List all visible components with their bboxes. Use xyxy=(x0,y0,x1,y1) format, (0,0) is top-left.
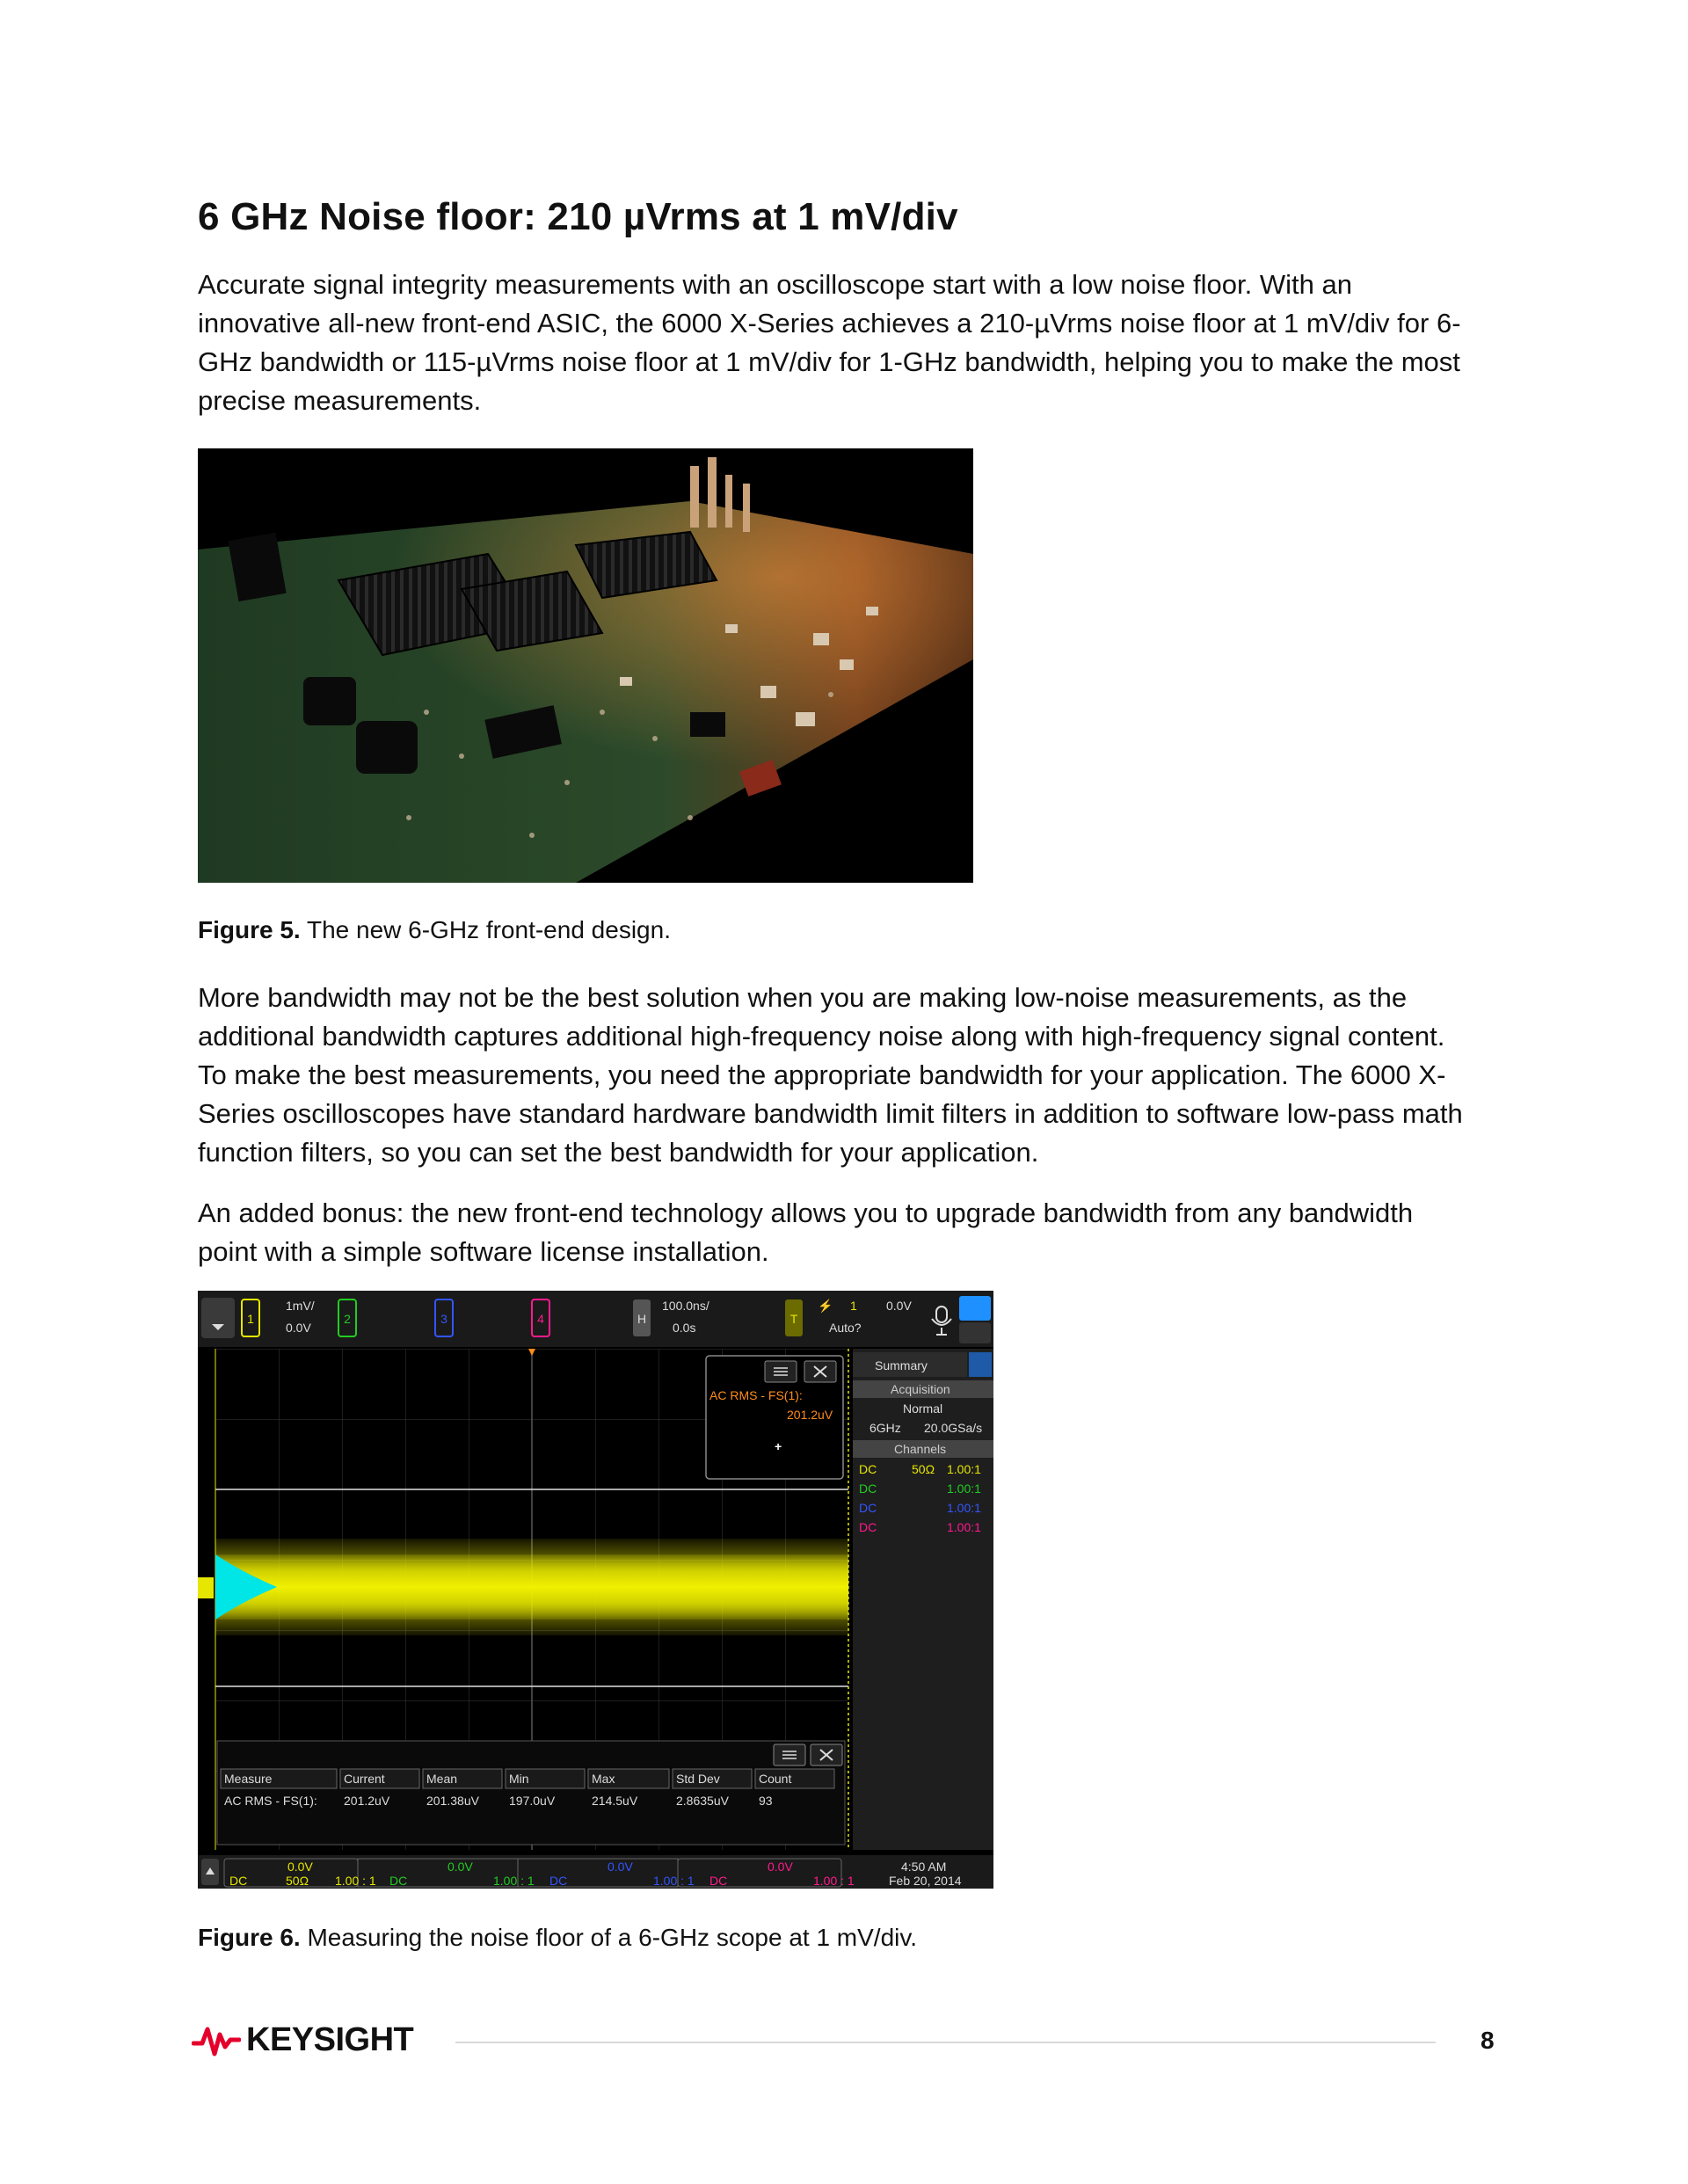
table-cell: 93 xyxy=(759,1794,773,1808)
figure-6-label: Figure 6. xyxy=(198,1924,301,1951)
horizontal-label: H xyxy=(637,1312,647,1326)
footer-divider xyxy=(455,2042,1436,2043)
channel-row-coupling: DC xyxy=(859,1520,877,1534)
front-end-board-photo xyxy=(198,448,973,883)
table-header-label: Max xyxy=(592,1772,615,1786)
table-cell: 214.5uV xyxy=(592,1794,638,1808)
ch3-bottom-ratio: 1.00 : 1 xyxy=(653,1874,695,1888)
figure-6-caption xyxy=(198,1924,917,1952)
ch1-ground-marker xyxy=(198,1577,214,1598)
sidebar-menu-icon[interactable] xyxy=(969,1352,992,1377)
channel-row-coupling: DC xyxy=(859,1501,877,1515)
keysight-wave-icon xyxy=(192,2022,241,2057)
intro-paragraph: Accurate signal integrity measurements with an oscilloscope start with a low noise floor. With an innovative all-new front-end ASIC, the 6000 X-Series achieves a 210-µVrms noise floor at 1 mV/div for 6-GHz bandwidth or 115-µVrms noise floor at 1 mV/div for 1-GHz bandwidth, helping you to make the most precise measurements. xyxy=(198,269,1461,416)
clock-date: Feb 20, 2014 xyxy=(889,1874,962,1888)
ch4-bottom-coupling: DC xyxy=(709,1874,728,1888)
table-cell: 201.2uV xyxy=(344,1794,390,1808)
acquisition-mode: Normal xyxy=(903,1401,943,1416)
ch1-scale: 1mV/ xyxy=(286,1299,315,1313)
table-cell: AC RMS - FS(1): xyxy=(224,1794,317,1808)
ch3-bottom-offset: 0.0V xyxy=(608,1860,633,1874)
channel-row-ratio: 1.00:1 xyxy=(947,1481,981,1496)
figure-6-text: Measuring the noise floor of a 6-GHz scope at 1 mV/div. xyxy=(307,1924,918,1951)
figure-5-text: The new 6-GHz front-end design. xyxy=(306,916,671,943)
figure-5-caption xyxy=(198,916,671,944)
trigger-edge-icon: ⚡ xyxy=(818,1299,833,1313)
table-header-label: Std Dev xyxy=(676,1772,720,1786)
trigger-source: 1 xyxy=(850,1299,857,1313)
channel-row-impedance: 50Ω xyxy=(912,1462,935,1476)
oscilloscope-screenshot xyxy=(198,1291,993,1889)
table-header-label: Count xyxy=(759,1772,792,1786)
overlay-measure-name: AC RMS - FS(1): xyxy=(709,1388,803,1402)
horizontal-scale: 100.0ns/ xyxy=(662,1299,709,1313)
ch4-bottom-ratio: 1.00 : 1 xyxy=(813,1874,855,1888)
page-number: 8 xyxy=(1481,2027,1495,2054)
horizontal-delay: 0.0s xyxy=(673,1321,696,1335)
ch4-number: 4 xyxy=(537,1312,544,1326)
acquisition-header: Acquisition xyxy=(891,1382,950,1396)
ch3-number: 3 xyxy=(440,1312,447,1326)
table-cell: 2.8635uV xyxy=(676,1794,729,1808)
figure-5-label: Figure 5. xyxy=(198,916,301,943)
menu-button[interactable] xyxy=(201,1298,235,1338)
table-header-label: Mean xyxy=(426,1772,458,1786)
trigger-mode: Auto? xyxy=(829,1321,862,1335)
table-header-label: Min xyxy=(509,1772,529,1786)
ch1-number: 1 xyxy=(247,1312,254,1326)
ch2-bottom-ratio: 1.00 : 1 xyxy=(493,1874,535,1888)
channel-row-ratio: 1.00:1 xyxy=(947,1462,981,1476)
table-cell: 197.0uV xyxy=(509,1794,556,1808)
ch1-bottom-impedance: 50Ω xyxy=(286,1874,309,1888)
brand-name: KEYSIGHT xyxy=(246,2020,414,2058)
touch-mode-button[interactable] xyxy=(959,1296,991,1321)
channel-row-coupling: DC xyxy=(859,1462,877,1476)
ch2-bottom-coupling: DC xyxy=(389,1874,408,1888)
trigger-level: 0.0V xyxy=(886,1299,912,1313)
channel-row-ratio: 1.00:1 xyxy=(947,1520,981,1534)
acquisition-bandwidth: 6GHz xyxy=(869,1421,901,1435)
channel-row-coupling: DC xyxy=(859,1481,877,1496)
bonus-paragraph: An added bonus: the new front-end technology allows you to upgrade bandwidth from any bandwidth point with a simple software license installation. xyxy=(198,1198,1414,1267)
add-measurement-icon[interactable]: + xyxy=(775,1439,782,1453)
ch1-waveform xyxy=(215,1554,848,1620)
ch1-offset: 0.0V xyxy=(286,1321,311,1335)
bandwidth-paragraph: More bandwidth may not be the best solution when you are making low-noise measurements, as the additional bandwidth captures additional high-frequency noise along with high-frequency signal content. To make the best measurements, you need the appropriate bandwidth for your application. The 6000 X-Series oscilloscopes have standard hardware bandwidth limit filters in addition to software low-pass math function filters, so you can set the best bandwidth for your application. xyxy=(198,982,1463,1168)
overlay-measure-value: 201.2uV xyxy=(787,1408,833,1422)
ch1-bottom-ratio: 1.00 : 1 xyxy=(335,1874,376,1888)
table-cell: 201.38uV xyxy=(426,1794,479,1808)
summary-label: Summary xyxy=(875,1358,928,1372)
ch3-bottom-coupling: DC xyxy=(549,1874,568,1888)
table-header-label: Current xyxy=(344,1772,385,1786)
trigger-label: T xyxy=(789,1312,798,1326)
ch2-number: 2 xyxy=(344,1312,351,1326)
ch1-bottom-offset: 0.0V xyxy=(287,1860,313,1874)
ch4-bottom-offset: 0.0V xyxy=(768,1860,793,1874)
page-title: 6 GHz Noise floor: 210 µVrms at 1 mV/div xyxy=(198,195,958,238)
table-header-label: Measure xyxy=(224,1772,273,1786)
acquisition-sample-rate: 20.0GSa/s xyxy=(924,1421,983,1435)
ch2-bottom-offset: 0.0V xyxy=(447,1860,473,1874)
clock-time: 4:50 AM xyxy=(901,1860,947,1874)
ch1-bottom-coupling: DC xyxy=(229,1874,248,1888)
measure-tool-button[interactable] xyxy=(959,1322,991,1343)
keysight-logo xyxy=(192,2019,413,2061)
channels-header: Channels xyxy=(894,1442,947,1456)
channel-row-ratio: 1.00:1 xyxy=(947,1501,981,1515)
measurement-table-panel xyxy=(217,1741,845,1845)
